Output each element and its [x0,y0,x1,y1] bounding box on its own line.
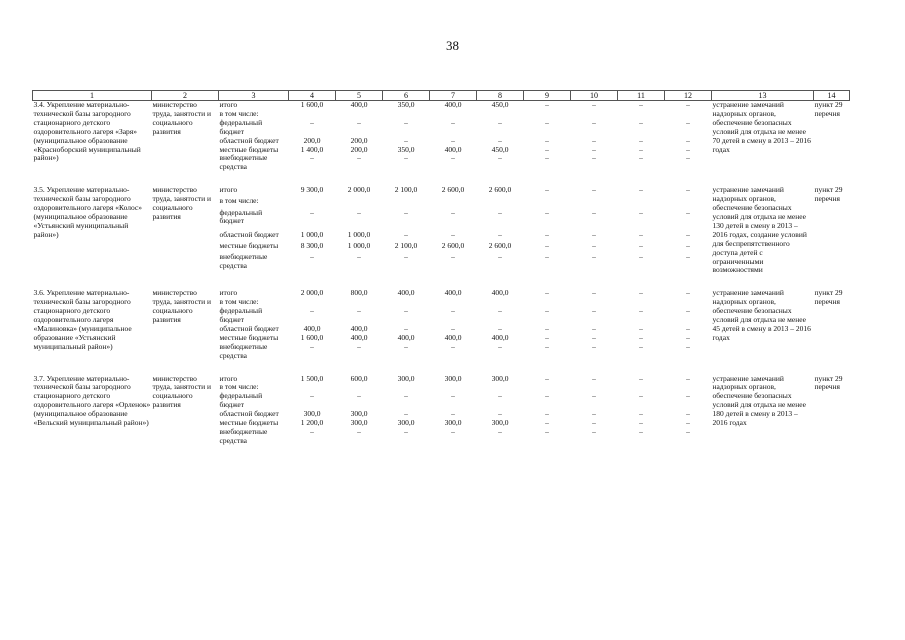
amount-cell [477,197,524,208]
funding-source: итого [219,288,238,298]
amount-cell: – [451,252,455,262]
amount-cell: 400,0 [303,323,321,333]
column-header-7: 7 [430,91,477,101]
amount-cell: 350,0 [397,144,415,154]
amount-cell: 2 000,0 [300,288,324,298]
amount-cell: – [639,144,643,154]
funding-source: итого [219,100,238,109]
amount-cell: – [545,240,549,250]
amount-cell: – [592,323,596,333]
amount-cell: – [451,117,455,127]
amount-cell: – [545,229,549,239]
amount-cell: – [686,418,690,428]
amount-cell: – [310,306,314,316]
amount-cell: – [451,229,455,239]
amount-cell: – [639,373,643,383]
spacer-cell [33,275,850,289]
amount-cell: 400,0 [444,332,462,342]
table-header [33,91,850,101]
amount-cell: 1 600,0 [300,100,324,109]
amount-cell [665,197,712,208]
amount-cell: – [357,391,361,401]
amount-cell: 2 100,0 [394,185,418,195]
amount-cell [336,197,383,208]
amount-cell: – [498,391,502,401]
amount-cell: 8 300,0 [300,240,324,250]
amount-cell: – [686,306,690,316]
column-header-3: 3 [219,91,289,101]
amount-cell: 450,0 [491,144,509,154]
amount-cell: 2 100,0 [394,240,418,250]
funding-source: внебюджетные средства [219,252,268,270]
section-spacer [33,275,850,289]
amount-cell: – [686,391,690,401]
executor: министерство труда, занятости и социального развития [152,100,212,136]
amount-cell: – [686,341,690,351]
measure-name: 3.6. Укрепление материально-технической базы загородного стационарного детского оздоровительного лагеря «Малиновка» (муниципальное образование «Устьянский муниципальный район») [33,288,132,351]
amount-cell: 1 000,0 [300,229,324,239]
amount-cell: 400,0 [397,332,415,342]
column-header-9: 9 [524,91,571,101]
amount-cell: 300,0 [397,373,415,383]
amount-cell: – [686,135,690,145]
amount-cell: 400,0 [397,288,415,298]
amount-cell: – [639,135,643,145]
amount-cell: 400,0 [444,144,462,154]
amount-cell: – [310,153,314,163]
amount-cell: – [545,100,549,109]
amount-cell: – [310,341,314,351]
amount-cell [524,197,571,208]
reference: пункт 29 перечня [814,373,843,392]
amount-cell: – [639,185,643,195]
amount-cell: 400,0 [444,288,462,298]
amount-cell: – [592,427,596,436]
funding-source: местные бюджеты [219,144,279,154]
amount-cell: – [310,207,314,217]
amount-cell: – [639,207,643,217]
column-header-14: 14 [814,91,850,101]
amount-cell: – [498,427,502,436]
amount-cell: – [545,418,549,428]
amount-cell: – [639,153,643,163]
amount-cell: 300,0 [303,409,321,419]
amount-cell: 400,0 [350,100,368,109]
amount-cell: – [639,341,643,351]
amount-cell: – [592,373,596,383]
amount-cell: – [592,306,596,316]
amount-cell: – [545,185,549,195]
amount-cell: – [686,100,690,109]
amount-cell: – [639,409,643,419]
column-header-6: 6 [383,91,430,101]
funding-source: областной бюджет [219,135,279,145]
amount-cell: – [404,135,408,145]
column-header-1: 1 [33,91,152,101]
amount-cell: – [310,117,314,127]
reference: пункт 29 перечня [814,100,843,118]
funding-source: в том числе: [219,382,259,392]
amount-cell: – [451,427,455,436]
column-header-10: 10 [571,91,618,101]
amount-cell: – [310,252,314,262]
amount-cell: – [357,117,361,127]
spacer-cell [33,172,850,186]
funding-source: областной бюджет [219,229,279,239]
amount-cell: – [404,427,408,436]
amount-cell: – [686,240,690,250]
funding-source: областной бюджет [219,409,279,419]
amount-cell: – [451,153,455,163]
amount-cell: – [592,288,596,298]
executor: министерство труда, занятости и социального развития [152,373,212,410]
amount-cell: – [404,323,408,333]
amount-cell: 300,0 [491,373,509,383]
amount-cell: – [498,153,502,163]
amount-cell: 2 600,0 [488,240,512,250]
amount-cell: – [498,409,502,419]
funding-source: в том числе: [219,297,259,307]
amount-cell: – [498,135,502,145]
amount-cell: – [592,229,596,239]
measure-name: 3.7. Укрепление материально-технической базы загородного стационарного детского оздоровительного лагеря «Орленок» (муниципальное образование «Вельский муниципальный район») [33,373,151,428]
amount-cell: – [451,207,455,217]
amount-cell: – [404,229,408,239]
amount-cell: 1 500,0 [300,373,324,383]
amount-cell [430,197,477,208]
amount-cell: – [639,240,643,250]
table-body [33,101,850,446]
section-spacer [33,172,850,186]
section-spacer [33,361,850,375]
amount-cell: – [686,252,690,262]
funding-source: местные бюджеты [219,332,279,342]
amount-cell: – [592,252,596,262]
column-header-4: 4 [289,91,336,101]
amount-cell: – [545,207,549,217]
amount-cell: – [545,288,549,298]
amount-cell: 2 600,0 [441,185,465,195]
amount-cell: – [639,288,643,298]
amount-cell: 200,0 [350,135,368,145]
amount-cell: – [498,306,502,316]
amount-cell: 350,0 [397,100,415,109]
funding-source: итого [219,185,238,195]
amount-cell: – [686,323,690,333]
funding-source: внебюджетные средства [219,427,268,445]
amount-cell: – [357,252,361,262]
amount-cell: – [545,409,549,419]
amount-cell: – [545,391,549,401]
amount-cell [571,197,618,208]
amount-cell: – [404,117,408,127]
amount-cell: – [592,341,596,351]
amount-cell: – [639,100,643,109]
executor: министерство труда, занятости и социального развития [152,185,212,221]
amount-cell [383,197,430,208]
amount-cell: 300,0 [491,418,509,428]
table-row [33,186,850,197]
expected-result: устранение замечаний надзорных органов, обеспечение безопасных условий для отдыха не менее 70 детей в смену в 2013 – 2016 годах [712,100,811,154]
amount-cell: – [686,207,690,217]
amount-cell: – [451,323,455,333]
amount-cell: – [592,409,596,419]
amount-cell: – [357,306,361,316]
amount-cell: – [545,323,549,333]
amount-cell: – [592,185,596,195]
amount-cell: – [592,391,596,401]
amount-cell: – [639,323,643,333]
amount-cell: – [592,144,596,154]
amount-cell: – [310,391,314,401]
amount-cell: 300,0 [350,418,368,428]
funding-source: федеральный бюджет [219,391,263,410]
amount-cell: – [498,341,502,351]
funding-source: федеральный бюджет [219,306,263,325]
amount-cell: 2 600,0 [441,240,465,250]
amount-cell: 400,0 [350,323,368,333]
amount-cell: – [639,418,643,428]
funding-source: в том числе: [219,108,259,118]
table-row [33,101,850,110]
funding-source: местные бюджеты [219,240,279,250]
amount-cell: 2 000,0 [347,185,371,195]
measure-name: 3.4. Укрепление материально-технической базы загородного стационарного детского оздоровительного лагеря «Заря» (муниципальное образование «Красноборский муниципальный район») [33,100,141,163]
reference: пункт 29 перечня [814,288,843,307]
amount-cell: – [686,288,690,298]
amount-cell: 300,0 [444,373,462,383]
amount-cell: 600,0 [350,373,368,383]
amount-cell: 400,0 [491,288,509,298]
amount-cell: – [545,427,549,436]
amount-cell: – [404,409,408,419]
column-header-12: 12 [665,91,712,101]
expected-result: устранение замечаний надзорных органов, обеспечение безопасных условий для отдыха не менее 180 детей в смену в 2013 – 2016 годах [712,373,806,428]
amount-cell: 9 300,0 [300,185,324,195]
amount-cell: – [639,332,643,342]
amount-cell: – [545,153,549,163]
amount-cell: 1 000,0 [347,240,371,250]
amount-cell: – [592,240,596,250]
funding-source: областной бюджет [219,323,279,333]
amount-cell: – [545,373,549,383]
table-row [33,289,850,298]
column-header-2: 2 [152,91,219,101]
amount-cell: 450,0 [491,100,509,109]
amount-cell: – [310,427,314,436]
column-header-5: 5 [336,91,383,101]
amount-cell: 400,0 [491,332,509,342]
amount-cell: – [592,117,596,127]
amount-cell [618,197,665,208]
amount-cell: – [592,332,596,342]
executor: министерство труда, занятости и социального развития [152,288,212,325]
amount-cell: – [639,229,643,239]
amount-cell: 2 600,0 [488,185,512,195]
amount-cell: – [498,117,502,127]
amount-cell: – [639,306,643,316]
amount-cell: – [592,100,596,109]
amount-cell: – [404,207,408,217]
amount-cell: 200,0 [303,135,321,145]
funding-source: внебюджетные средства [219,341,268,360]
amount-cell: – [451,409,455,419]
table-row [33,375,850,384]
amount-cell: – [639,391,643,401]
amount-cell: – [404,391,408,401]
amount-cell: 400,0 [444,100,462,109]
amount-cell: 800,0 [350,288,368,298]
amount-cell: 300,0 [397,418,415,428]
amount-cell: – [545,332,549,342]
funding-source: федеральный бюджет [219,207,263,226]
amount-cell: – [357,207,361,217]
funding-source: итого [219,373,238,383]
amount-cell: 1 200,0 [300,418,324,428]
amount-cell: – [686,409,690,419]
column-header-11: 11 [618,91,665,101]
column-header-8: 8 [477,91,524,101]
amount-cell: 200,0 [350,144,368,154]
amount-cell: 1 600,0 [300,332,324,342]
amount-cell: – [404,306,408,316]
amount-cell: – [404,153,408,163]
expected-result: устранение замечаний надзорных органов, обеспечение безопасных условий для отдыха не менее 130 детей в смену в 2013 – 2016 годах, создание условий для беспрепятственного доступа детей с ограниченными возможностями [712,185,807,275]
amount-cell: – [451,341,455,351]
expected-result: устранение замечаний надзорных органов, обеспечение безопасных условий для отдыха не менее 45 детей в смену в 2013 – 2016 годах [712,288,811,342]
amount-cell: – [686,185,690,195]
amount-cell: – [498,229,502,239]
amount-cell: – [357,427,361,436]
amount-cell [289,197,336,208]
spacer-cell [33,361,850,375]
measure-name: 3.5. Укрепление материально-технической базы загородного оздоровительного лагеря «Колос» (муниципальное образование «Устьянский муниципальный район») [33,185,142,239]
funding-source: федеральный бюджет [219,117,263,136]
amount-cell: – [451,391,455,401]
page-number: 38 [446,38,459,53]
amount-cell: – [545,117,549,127]
header-row [33,91,850,101]
amount-cell: – [592,153,596,163]
amount-cell: – [451,306,455,316]
amount-cell: – [686,153,690,163]
funding-source: внебюджетные средства [219,153,268,172]
amount-cell: 1 400,0 [300,144,324,154]
amount-cell: – [639,427,643,436]
amount-cell: – [451,135,455,145]
column-header-13: 13 [712,91,814,101]
funding-source: в том числе: [219,196,259,206]
amount-cell: – [639,117,643,127]
amount-cell: – [545,252,549,262]
amount-cell: – [686,373,690,383]
amount-cell: – [498,252,502,262]
reference: пункт 29 перечня [814,185,843,204]
amount-cell: – [592,207,596,217]
amount-cell: – [545,144,549,154]
amount-cell: – [545,306,549,316]
amount-cell: 300,0 [444,418,462,428]
amount-cell: 300,0 [350,409,368,419]
funding-source: местные бюджеты [219,418,279,428]
amount-cell: 1 000,0 [347,229,371,239]
amount-cell: – [686,144,690,154]
amount-cell: – [639,252,643,262]
program-table [32,90,850,446]
amount-cell: – [545,341,549,351]
amount-cell: – [592,418,596,428]
amount-cell: – [357,341,361,351]
amount-cell: – [545,135,549,145]
amount-cell: – [498,323,502,333]
amount-cell: – [592,135,596,145]
amount-cell: – [404,252,408,262]
amount-cell: – [404,341,408,351]
amount-cell: – [357,153,361,163]
amount-cell: – [498,207,502,217]
amount-cell: – [686,332,690,342]
amount-cell: 400,0 [350,332,368,342]
amount-cell: – [686,427,690,436]
amount-cell: – [686,229,690,239]
amount-cell: – [686,117,690,127]
